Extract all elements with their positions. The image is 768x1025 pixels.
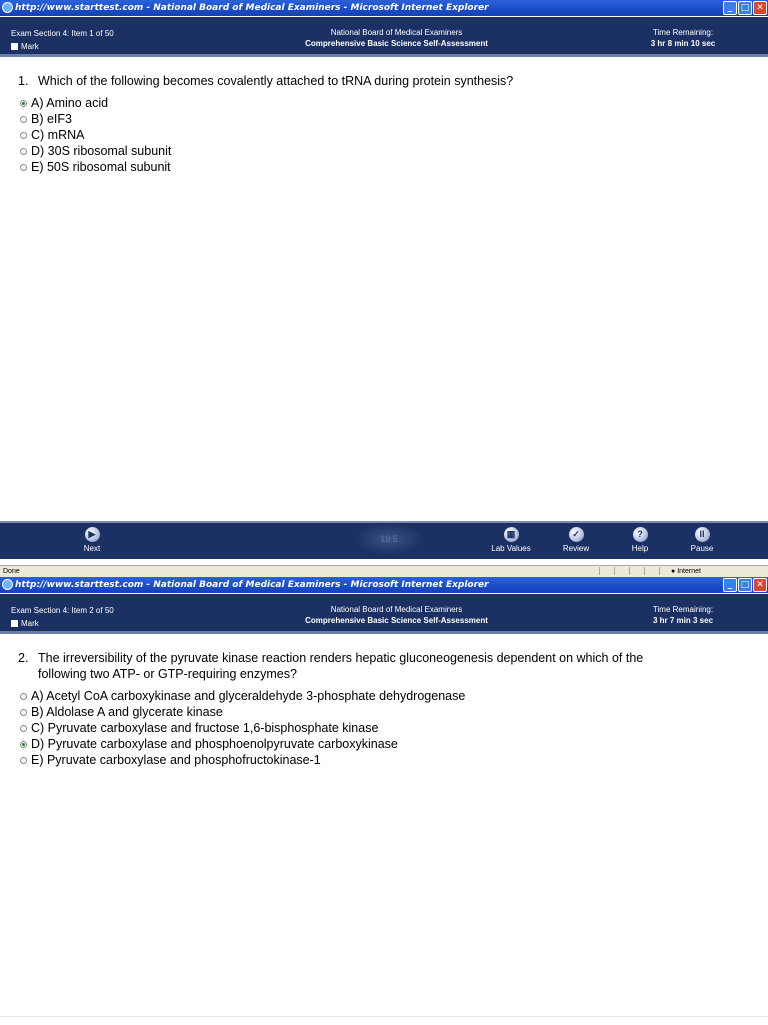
choice-label: E) Pyruvate carboxylase and phosphofructokinase-1 [31, 753, 321, 767]
choice-label: C) mRNA [31, 128, 85, 142]
choice-label: C) Pyruvate carboxylase and fructose 1,6-bisphosphate kinase [31, 721, 379, 735]
minimize-button[interactable]: _ [723, 578, 737, 592]
choice-c[interactable] [20, 127, 171, 143]
radio-icon[interactable] [20, 148, 27, 155]
mark-box[interactable] [11, 620, 18, 627]
mark-label: Mark [21, 619, 39, 628]
window-title: http://www.starttest.com - National Board of Medical Examiners - Microsoft Internet Explorer [15, 580, 489, 590]
question-text: Which of the following becomes covalently attached to tRNA during protein synthesis? [38, 74, 514, 88]
internet-zone-label: Internet [677, 568, 701, 575]
minimize-button[interactable]: _ [723, 1, 737, 15]
radio-icon[interactable] [20, 709, 27, 716]
exam-name: Comprehensive Basic Science Self-Assessment [305, 39, 488, 48]
choice-d[interactable] [20, 143, 171, 159]
section-item-label: Exam Section 4: Item 1 of 50 [11, 29, 114, 38]
time-remaining-label: Time Remaining: [652, 28, 714, 37]
radio-selected-icon[interactable] [20, 741, 27, 748]
help-label: Help [631, 544, 649, 553]
review-label: Review [562, 544, 590, 553]
mark-checkbox[interactable] [11, 40, 114, 53]
question-number: 2. [18, 651, 29, 665]
choice-e[interactable] [20, 159, 171, 175]
question-number: 1. [18, 74, 29, 88]
question-text-line1: The irreversibility of the pyruvate kinase reaction renders hepatic gluconeogenesis dependent on which of the [38, 651, 644, 665]
maximize-button[interactable]: □ [738, 578, 752, 592]
radio-icon[interactable] [20, 116, 27, 123]
exam-header-2 [0, 594, 768, 634]
mark-checkbox[interactable] [11, 617, 114, 630]
pause-button[interactable] [672, 527, 732, 553]
choice-label: A) Acetyl CoA carboxykinase and glyceraldehyde 3-phosphate dehydrogenase [31, 689, 466, 703]
nbme-seal-icon: 19 5 [356, 524, 422, 554]
radio-selected-icon[interactable] [20, 100, 27, 107]
time-remaining-value: 3 hr 7 min 3 sec [652, 616, 714, 625]
status-done: Done [3, 568, 20, 575]
next-button[interactable] [62, 527, 122, 553]
ie-icon [2, 579, 13, 590]
choice-label: D) 30S ribosomal subunit [31, 144, 172, 158]
next-label: Next [83, 544, 101, 553]
radio-icon[interactable] [20, 725, 27, 732]
answer-choices-1 [20, 95, 171, 175]
close-button[interactable]: ✕ [753, 1, 767, 15]
review-button[interactable] [546, 527, 606, 553]
exam-name: Comprehensive Basic Science Self-Assessment [305, 616, 488, 625]
question-2 [18, 650, 758, 684]
close-button[interactable]: ✕ [753, 578, 767, 592]
radio-icon[interactable] [20, 132, 27, 139]
time-remaining-value: 3 hr 8 min 10 sec [650, 39, 716, 48]
answer-choices-2 [20, 688, 465, 768]
choice-a[interactable] [20, 688, 465, 704]
lab-values-button[interactable] [481, 527, 541, 553]
browser-titlebar[interactable] [0, 0, 768, 16]
ie-icon [2, 2, 13, 13]
maximize-button[interactable]: □ [738, 1, 752, 15]
mark-label: Mark [21, 42, 39, 51]
internet-zone: ● Internet [671, 568, 701, 575]
pause-label: Pause [690, 544, 714, 553]
lab-values-icon: ▦ [504, 527, 519, 542]
choice-d[interactable] [20, 736, 465, 752]
help-button[interactable] [610, 527, 670, 553]
choice-a[interactable] [20, 95, 171, 111]
choice-label: B) Aldolase A and glycerate kinase [31, 705, 223, 719]
choice-label: E) 50S ribosomal subunit [31, 160, 171, 174]
radio-icon[interactable] [20, 164, 27, 171]
review-icon: ✓ [569, 527, 584, 542]
choice-c[interactable] [20, 720, 465, 736]
lab-values-label: Lab Values [491, 544, 531, 553]
choice-label: D) Pyruvate carboxylase and phosphoenolpyruvate carboxykinase [31, 737, 398, 751]
help-icon: ? [633, 527, 648, 542]
next-icon: ▶ [85, 527, 100, 542]
choice-b[interactable] [20, 704, 465, 720]
section-item-label: Exam Section 4: Item 2 of 50 [11, 606, 114, 615]
exam-header [0, 17, 768, 57]
question-text-line2: following two ATP- or GTP-requiring enzymes? [38, 667, 297, 681]
time-remaining-label: Time Remaining: [652, 605, 714, 614]
choice-b[interactable] [20, 111, 171, 127]
window-title: http://www.starttest.com - National Board of Medical Examiners - Microsoft Internet Explorer [15, 3, 489, 13]
mark-box[interactable] [11, 43, 18, 50]
pause-icon: II [695, 527, 710, 542]
radio-icon[interactable] [20, 693, 27, 700]
browser-status-bar [0, 565, 768, 577]
org-name: National Board of Medical Examiners [330, 605, 463, 614]
browser-titlebar-2[interactable] [0, 577, 768, 593]
org-name: National Board of Medical Examiners [330, 28, 463, 37]
radio-icon[interactable] [20, 757, 27, 764]
choice-label: A) Amino acid [31, 96, 109, 110]
choice-label: B) eIF3 [31, 112, 72, 126]
choice-e[interactable] [20, 752, 465, 768]
